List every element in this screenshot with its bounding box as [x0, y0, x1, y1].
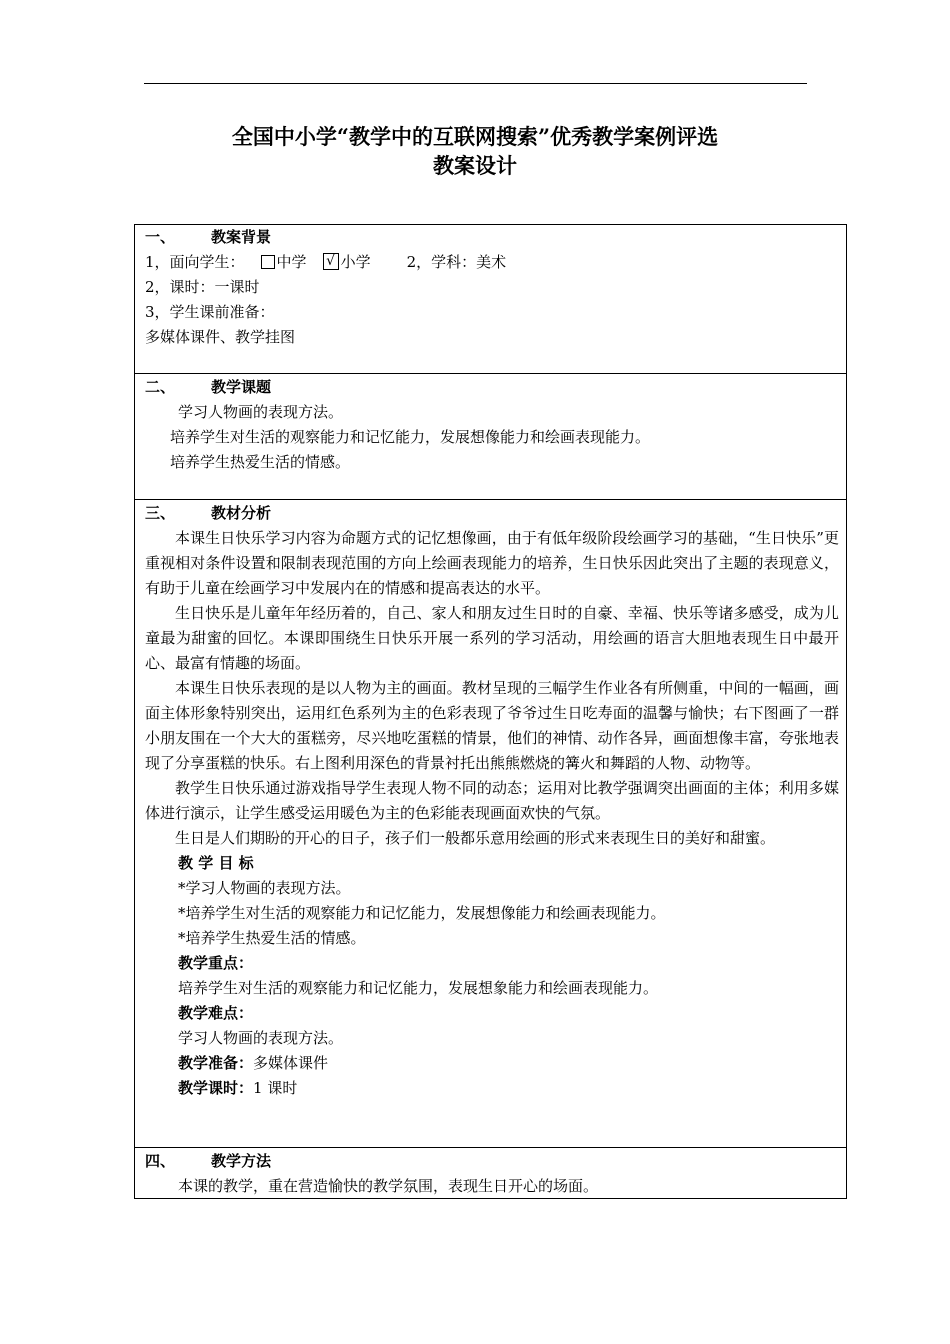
audience-row: [145, 250, 839, 275]
teaching-prep-label: 教学准备：: [178, 1054, 254, 1072]
lesson-time-field: 2，课时：一课时: [145, 278, 260, 296]
section-heading: [145, 501, 839, 526]
goal-item: *培养学生热爱生活的情感。: [178, 929, 366, 947]
key-point-value: 培养学生对生活的观察能力和记忆能力，发展想象能力和绘画表现能力。: [178, 979, 659, 997]
section-title: 教材分析: [211, 504, 272, 522]
teaching-prep-row: [145, 1051, 839, 1076]
prep-value: 多媒体课件、教学挂图: [145, 328, 296, 346]
section-number: 三、: [145, 504, 176, 522]
teaching-hours-row: [145, 1076, 839, 1101]
section-title: 教学方法: [211, 1152, 272, 1170]
section-title: 教案背景: [211, 228, 272, 246]
analysis-paragraph: 本课生日快乐学习内容为命题方式的记忆想像画，由于有低年级阶段绘画学习的基础，“生日快乐”更重视相对条件设置和限制表现范围的方向上绘画表现能力的培养，生日快乐因此突出了主题的表现意义，有助于儿童在绘画学习中发展内在的情感和提高表达的水平。: [145, 529, 839, 597]
section-heading: [145, 225, 839, 250]
section-background: [145, 225, 839, 350]
section-number: 一、: [145, 228, 176, 246]
middle-school-label: 中学: [276, 253, 307, 271]
teaching-prep-value: 多媒体课件: [253, 1054, 329, 1072]
section-number: 二、: [145, 378, 176, 396]
topic-line: 培养学生对生活的观察能力和记忆能力，发展想像能力和绘画表现能力。: [170, 428, 651, 446]
section-number: 四、: [145, 1152, 176, 1170]
goals-label: 教 学 目 标: [178, 854, 254, 872]
section-title: 教学课题: [211, 378, 272, 396]
topic-line: 培养学生热爱生活的情感。: [170, 453, 351, 471]
goal-item: *培养学生对生活的观察能力和记忆能力，发展想像能力和绘画表现能力。: [178, 904, 666, 922]
subject-field: 2，学科：美术: [406, 253, 507, 271]
document-subtitle: 教案设计: [433, 153, 517, 178]
section-analysis: [145, 501, 839, 1101]
table-divider-1: [134, 373, 847, 374]
middle-school-checkbox[interactable]: [261, 255, 275, 269]
analysis-paragraph: 生日是人们期盼的开心的日子，孩子们一般都乐意用绘画的形式来表现生日的美好和甜蜜。: [175, 829, 776, 847]
primary-school-checkbox[interactable]: √: [323, 253, 339, 270]
method-text: 本课的教学，重在营造愉快的教学氛围，表现生日开心的场面。: [178, 1177, 599, 1195]
teaching-hours-value: 1 课时: [253, 1079, 298, 1097]
section-method: [145, 1149, 839, 1199]
primary-school-label: 小学: [340, 253, 371, 271]
section-topic: [145, 375, 839, 475]
teaching-hours-label: 教学课时：: [178, 1079, 254, 1097]
key-point-label: 教学重点：: [178, 954, 254, 972]
section-heading: [145, 375, 839, 400]
analysis-paragraph: 本课生日快乐表现的是以人物为主的画面。教材呈现的三幅学生作业各有所侧重，中间的一幅画，画面主体形象特别突出，运用红色系列为主的色彩表现了爷爷过生日吃寿面的温馨与愉快；右下图画了一群小朋友围在一个大大的蛋糕旁，尽兴地吃蛋糕的情景，他们的神情、动作各异，画面想像丰富，夸张地表现了分享蛋糕的快乐。右上图利用深色的背景衬托出熊熊燃烧的篝火和舞蹈的人物、动物等。: [145, 679, 839, 772]
prep-label: 3，学生课前准备：: [145, 303, 275, 321]
goal-item: *学习人物画的表现方法。: [178, 879, 351, 897]
table-divider-2: [134, 499, 847, 500]
analysis-paragraph: 生日快乐是儿童年年经历着的，自己、家人和朋友过生日时的自豪、幸福、快乐等诸多感受，成为儿童最为甜蜜的回忆。本课即围绕生日快乐开展一系列的学习活动，用绘画的语言大胆地表现生日中最开心、最富有情趣的场面。: [145, 604, 839, 672]
analysis-paragraph: 教学生日快乐通过游戏指导学生表现人物不同的动态；运用对比教学强调突出画面的主体；利用多媒体进行演示，让学生感受运用暖色为主的色彩能表现画面欢快的气氛。: [145, 779, 839, 822]
header-rule: [144, 83, 807, 84]
document-title: 全国中小学“教学中的互联网搜索”优秀教学案例评选: [231, 124, 719, 149]
section-heading: [145, 1149, 839, 1174]
difficulty-label: 教学难点：: [178, 1004, 254, 1022]
audience-label: 1，面向学生：: [145, 253, 245, 271]
difficulty-value: 学习人物画的表现方法。: [178, 1029, 344, 1047]
table-divider-3: [134, 1147, 847, 1148]
topic-line: 学习人物画的表现方法。: [178, 403, 344, 421]
